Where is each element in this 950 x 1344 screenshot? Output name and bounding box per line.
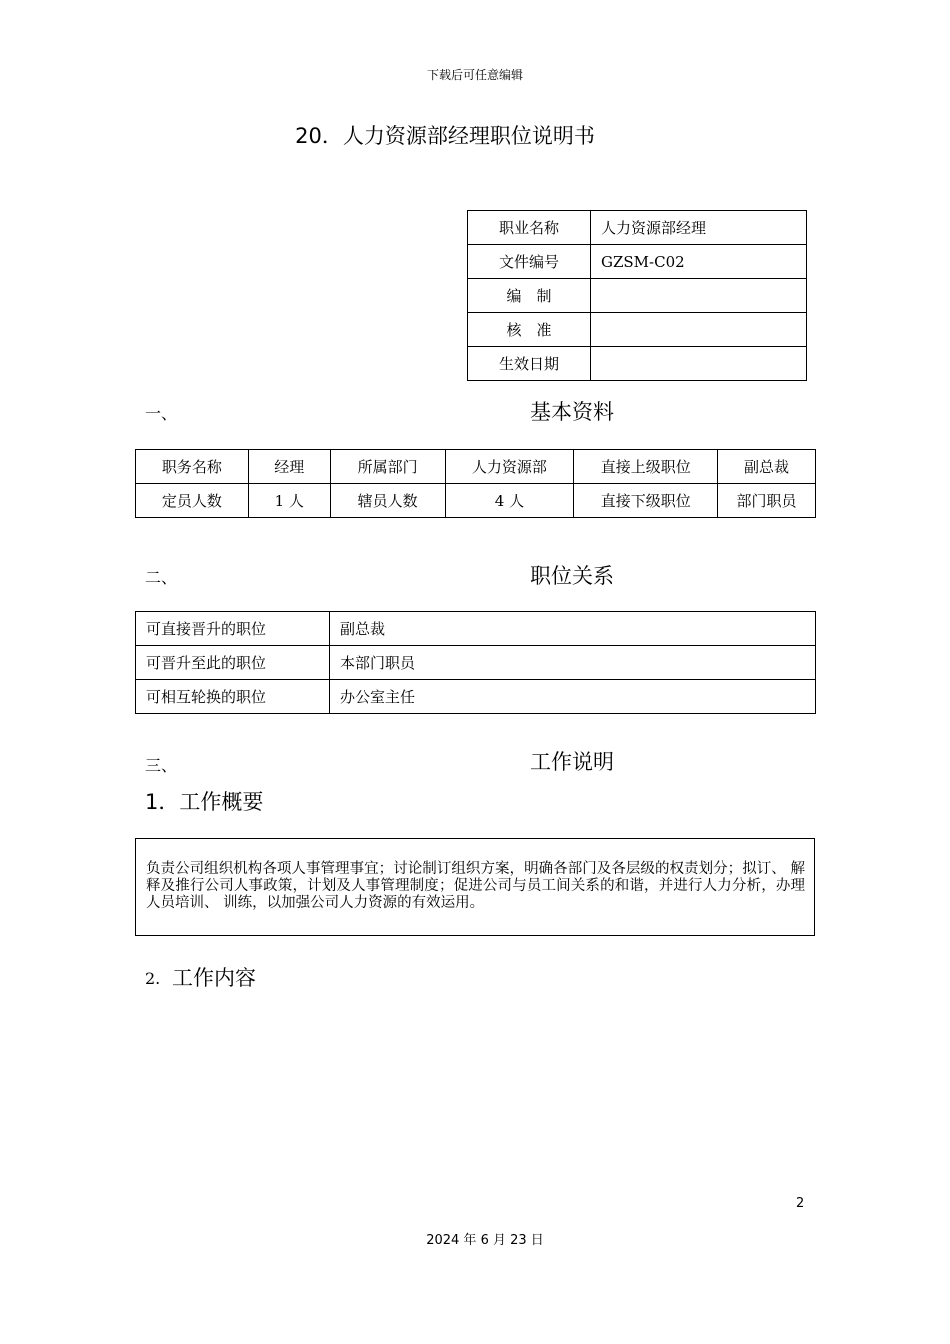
section-3-title: 工作说明: [530, 750, 614, 774]
table-cell: 1 人: [248, 484, 330, 518]
info-label: 编 制: [468, 279, 591, 313]
header-note: 下载后可任意编辑: [426, 68, 523, 82]
info-label: 核 准: [468, 313, 591, 347]
info-value: [591, 279, 807, 313]
table-row: [468, 279, 807, 313]
section-3-number: 三、: [145, 756, 178, 775]
section-2-title: 职位关系: [530, 564, 614, 588]
page-number: 2: [796, 1196, 805, 1211]
relation-value: 办公室主任: [330, 680, 816, 714]
table-cell: 副总裁: [718, 450, 816, 484]
basic-info-table: [135, 449, 816, 518]
table-row: [136, 646, 816, 680]
table-row: [136, 450, 816, 484]
table-cell: 4 人: [445, 484, 574, 518]
info-value: GZSM-C02: [591, 245, 807, 279]
relation-value: 本部门职员: [330, 646, 816, 680]
document-info-table: [467, 210, 807, 381]
section-1-number: 一、: [145, 404, 178, 423]
table-cell: 经理: [248, 450, 330, 484]
subsection-2-number: 2.: [145, 969, 161, 988]
info-value: [591, 347, 807, 381]
info-value: [591, 313, 807, 347]
section-2-number: 二、: [145, 568, 178, 587]
relation-value: 副总裁: [330, 612, 816, 646]
relation-label: 可直接晋升的职位: [136, 612, 330, 646]
table-cell: 部门职员: [718, 484, 816, 518]
table-row: [136, 484, 816, 518]
table-row: [136, 680, 816, 714]
table-cell: 人力资源部: [445, 450, 574, 484]
info-value: 人力资源部经理: [591, 211, 807, 245]
info-label: 职业名称: [468, 211, 591, 245]
table-cell: 职务名称: [136, 450, 249, 484]
relation-label: 可晋升至此的职位: [136, 646, 330, 680]
document-title: 20．人力资源部经理职位说明书: [295, 124, 595, 148]
subsection-2-title: 工作内容: [172, 966, 256, 990]
work-summary-box: [135, 838, 815, 936]
position-relation-table: [135, 611, 816, 714]
table-cell: 所属部门: [330, 450, 445, 484]
work-summary-text: 负责公司组织机构各项人事管理事宜；讨论制订组织方案，明确各部门及各层级的权责划分；拟订、 解释及推行公司人事政策，计划及人事管理制度；促进公司与员工间关系的和谐，并进行人力分析，办理人员培训、 训练，以加强公司人力资源的有效运用。: [146, 861, 805, 911]
table-cell: 直接上级职位: [574, 450, 718, 484]
table-row: [136, 612, 816, 646]
section-1-title: 基本资料: [530, 400, 614, 424]
table-cell: 直接下级职位: [574, 484, 718, 518]
footer-date: 2024 年 6 月 23 日: [426, 1233, 544, 1248]
table-row: [468, 211, 807, 245]
table-row: [468, 313, 807, 347]
table-cell: 定员人数: [136, 484, 249, 518]
info-label: 生效日期: [468, 347, 591, 381]
info-label: 文件编号: [468, 245, 591, 279]
table-row: [468, 245, 807, 279]
subsection-1-title: 1．工作概要: [145, 790, 264, 814]
table-cell: 辖员人数: [330, 484, 445, 518]
table-row: [468, 347, 807, 381]
relation-label: 可相互轮换的职位: [136, 680, 330, 714]
